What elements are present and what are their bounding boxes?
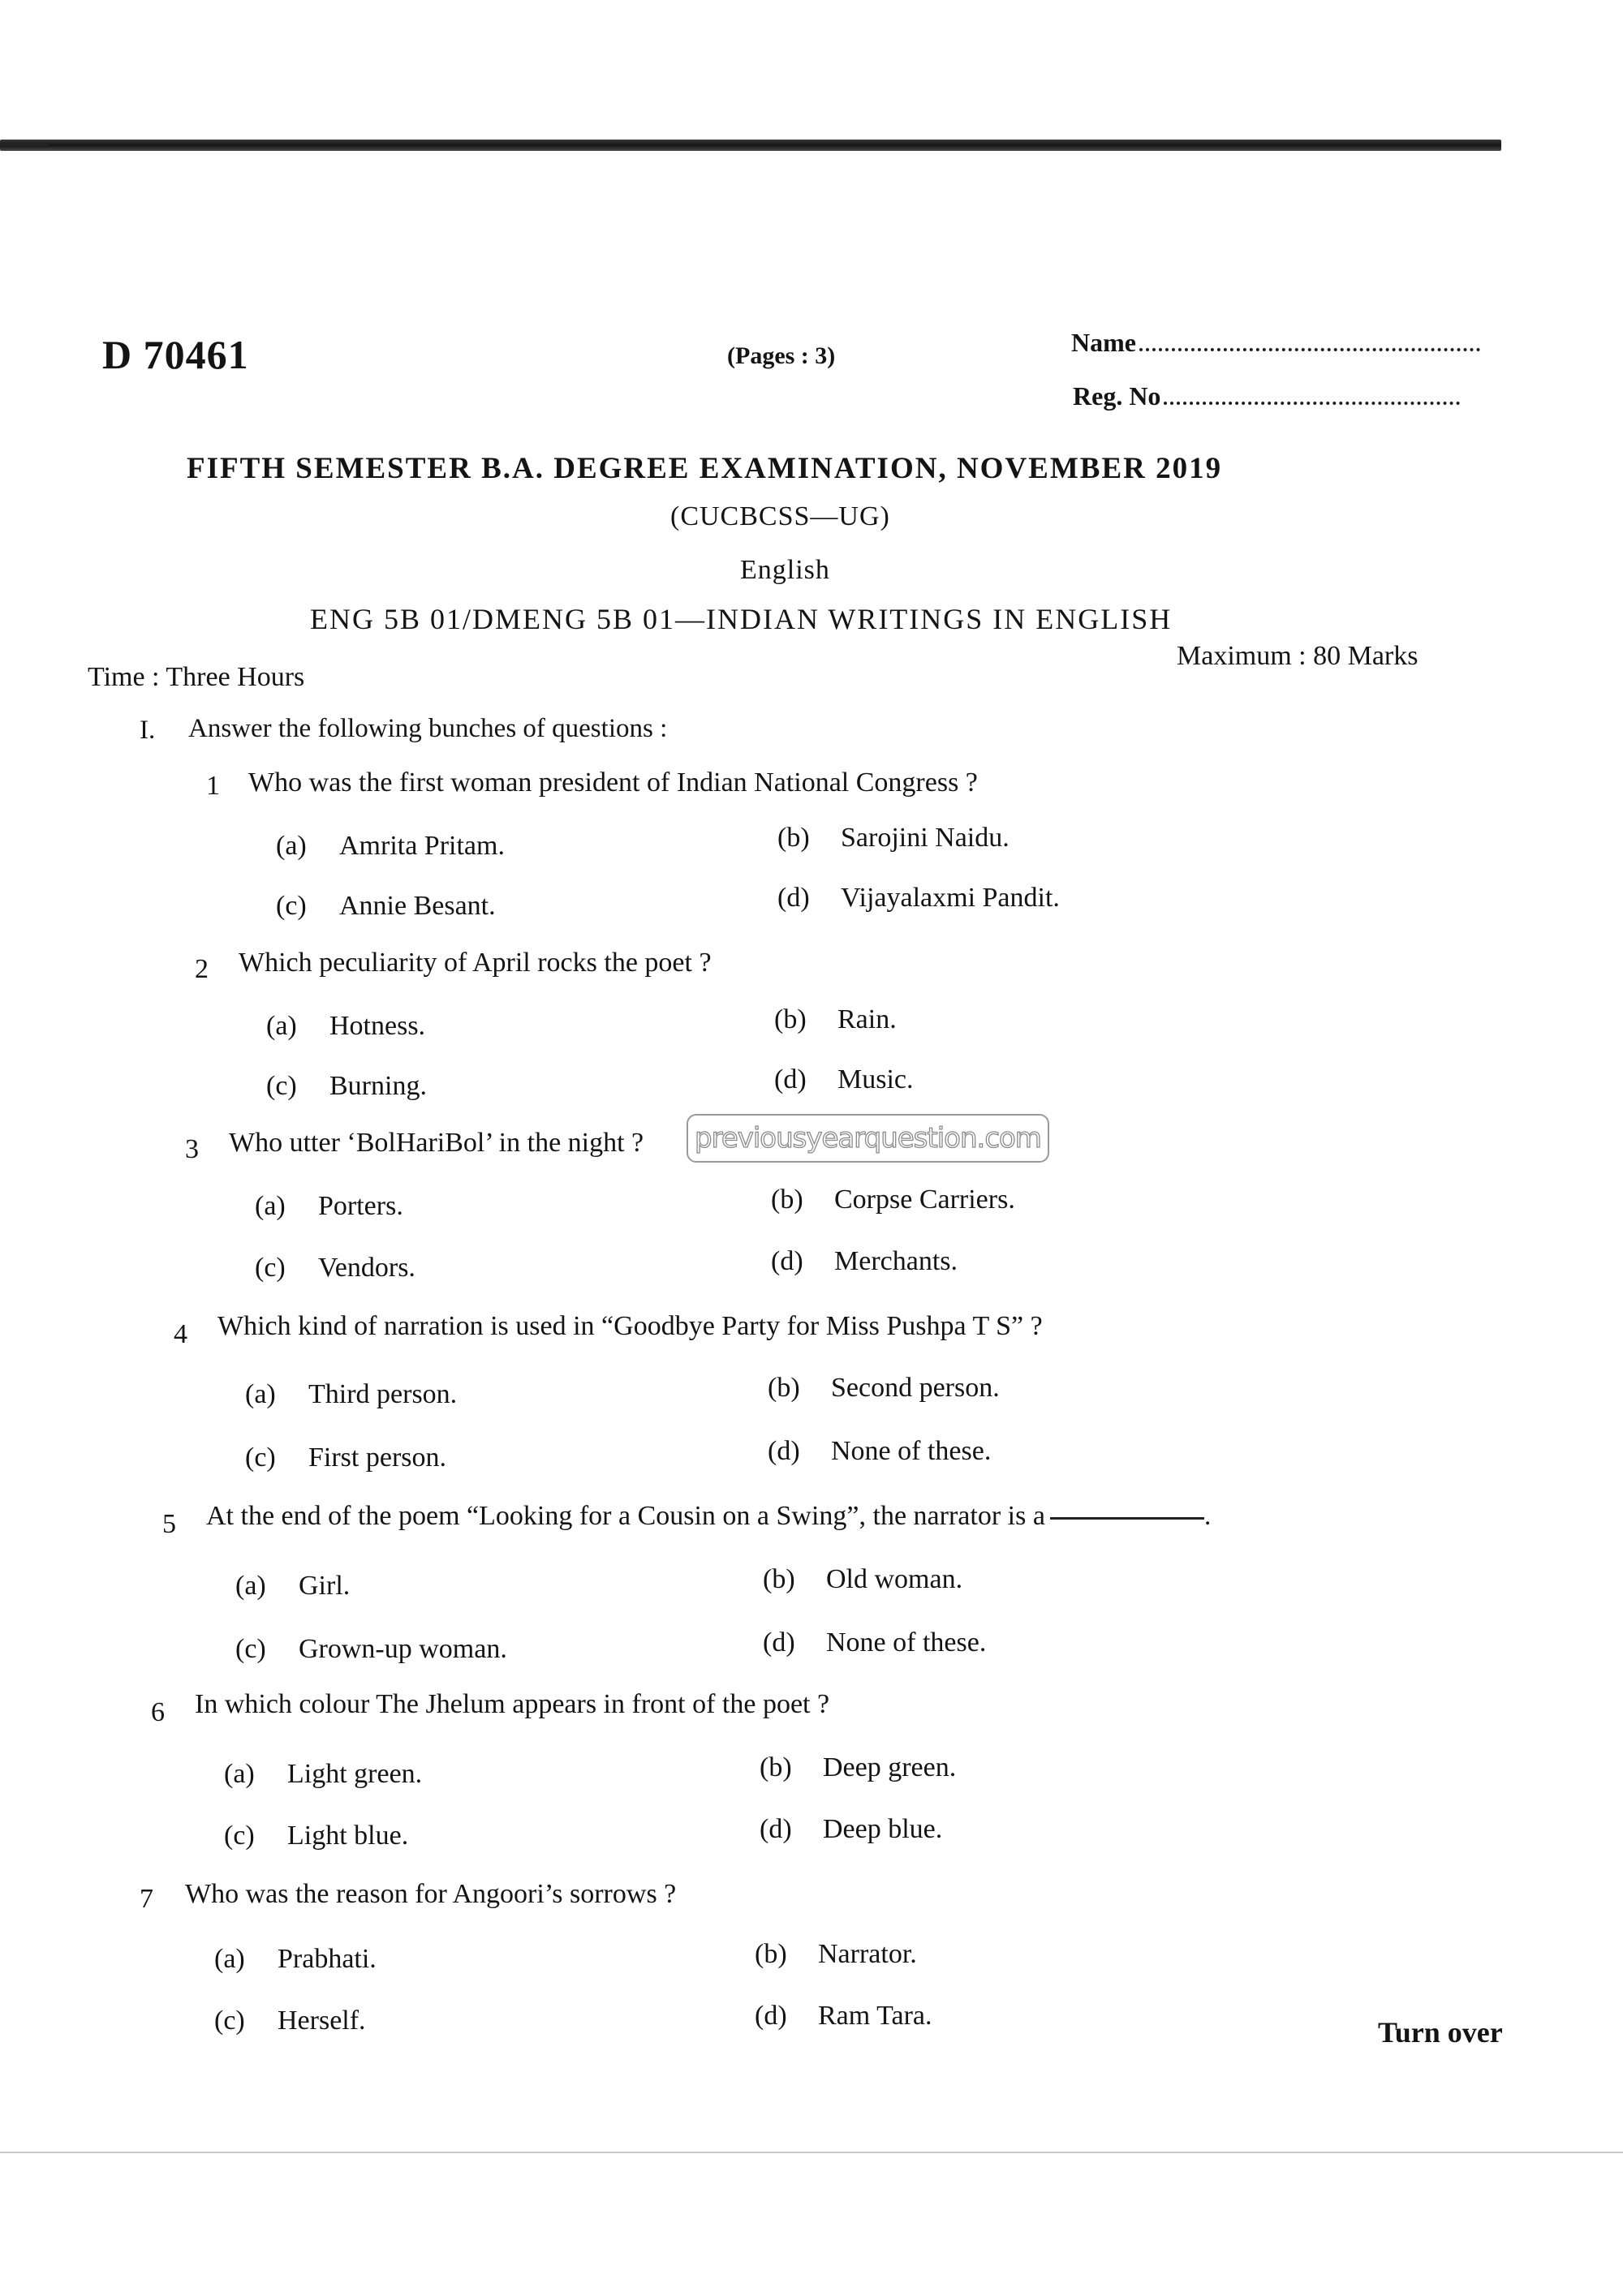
option-label: (a) <box>214 1944 245 1974</box>
question-number: 4 <box>174 1319 187 1349</box>
option-label: (b) <box>755 1939 787 1969</box>
option-a <box>224 1759 422 1790</box>
option-d <box>768 1436 991 1467</box>
option-text: Rain. <box>837 1004 897 1034</box>
option-text: Herself. <box>278 2006 366 2036</box>
option-label: (b) <box>777 823 810 853</box>
question-number: 7 <box>140 1884 153 1914</box>
option-c <box>266 1071 427 1102</box>
question-text: At the end of the poem “Looking for a Cousin on a Swing”, the narrator is a <box>206 1501 1045 1531</box>
option-text: Prabhati. <box>278 1944 377 1974</box>
option-d <box>760 1814 942 1845</box>
option-c <box>224 1821 408 1851</box>
option-text: Narrator. <box>818 1939 917 1969</box>
option-label: (d) <box>763 1627 795 1658</box>
max-marks: Maximum : 80 Marks <box>1177 641 1419 671</box>
question-period: . <box>1203 1501 1212 1531</box>
option-text: Merchants. <box>834 1246 958 1276</box>
option-d <box>755 2001 932 2032</box>
option-label: (c) <box>224 1821 255 1851</box>
option-b <box>755 1939 917 1970</box>
option-a <box>255 1191 403 1222</box>
option-d <box>777 883 1060 914</box>
option-label: (a) <box>255 1191 286 1221</box>
option-b <box>760 1752 956 1783</box>
option-text: Girl. <box>299 1571 351 1601</box>
option-label: (c) <box>266 1071 297 1101</box>
option-b <box>774 1004 897 1035</box>
exam-time: Time : Three Hours <box>88 662 305 692</box>
option-text: Ram Tara. <box>818 2001 932 2031</box>
option-a <box>245 1379 457 1410</box>
option-label: (a) <box>224 1759 255 1789</box>
option-text: Hotness. <box>329 1011 426 1041</box>
question-text: In which colour The Jhelum appears in front of the poet ? <box>195 1689 830 1719</box>
option-label: (b) <box>760 1752 792 1782</box>
option-label: (a) <box>245 1379 276 1409</box>
question-text: Which peculiarity of April rocks the poet ? <box>239 948 712 978</box>
option-text: Third person. <box>308 1379 458 1409</box>
option-text: Deep green. <box>823 1752 957 1782</box>
option-label: (b) <box>774 1004 807 1034</box>
question-number: 3 <box>185 1134 199 1164</box>
option-c <box>235 1634 507 1665</box>
scan-bottom-edge <box>0 2152 1623 2153</box>
question-number: 5 <box>162 1509 176 1539</box>
option-label: (b) <box>763 1564 795 1594</box>
option-text: None of these. <box>831 1436 992 1466</box>
section-number: I. <box>140 716 156 745</box>
option-label: (d) <box>777 883 810 913</box>
option-text: Light green. <box>287 1759 423 1789</box>
question-text-line <box>206 1501 1211 1532</box>
question-number: 6 <box>151 1697 165 1727</box>
name-label: Name <box>1071 328 1136 357</box>
option-label: (a) <box>276 831 307 861</box>
option-a <box>214 1944 377 1975</box>
option-label: (d) <box>760 1814 792 1844</box>
option-label: (c) <box>235 1634 266 1664</box>
option-text: Vijayalaxmi Pandit. <box>841 883 1060 913</box>
option-label: (a) <box>266 1011 297 1041</box>
reg-no-label: Reg. No <box>1073 381 1161 411</box>
option-a <box>235 1571 350 1602</box>
name-field <box>1071 328 1480 358</box>
exam-title: FIFTH SEMESTER B.A. DEGREE EXAMINATION, NOVEMBER 2019 <box>187 452 1223 485</box>
option-d <box>763 1627 986 1658</box>
option-d <box>774 1064 914 1095</box>
question-text: Who was the reason for Angoori’s sorrows ? <box>185 1879 677 1909</box>
option-text: Annie Besant. <box>339 891 496 921</box>
scan-edge-bar-tip <box>0 143 49 148</box>
paper-code: D 70461 <box>102 332 249 377</box>
reg-no-field <box>1073 381 1460 411</box>
option-label: (a) <box>235 1571 266 1601</box>
option-label: (b) <box>768 1373 800 1403</box>
question-text: Which kind of narration is used in “Goodbye Party for Miss Pushpa T S” ? <box>217 1311 1043 1341</box>
option-c <box>255 1253 415 1283</box>
section-instruction: Answer the following bunches of questions : <box>188 714 668 743</box>
reg-no-blank <box>1164 402 1460 405</box>
option-b <box>763 1564 962 1595</box>
question-number: 1 <box>206 771 220 801</box>
option-c <box>214 2006 366 2036</box>
option-d <box>771 1246 958 1277</box>
scan-edge-bar <box>0 140 1501 151</box>
question-number: 2 <box>195 954 209 984</box>
option-label: (c) <box>214 2006 245 2036</box>
question-text: Who utter ‘BolHariBol’ in the night ? <box>229 1128 644 1158</box>
exam-subject: English <box>740 555 830 585</box>
name-blank <box>1139 348 1480 351</box>
option-text: Porters. <box>318 1191 403 1221</box>
option-label: (c) <box>276 891 307 921</box>
option-text: Light blue. <box>287 1821 409 1851</box>
option-a <box>276 831 505 862</box>
option-label: (d) <box>774 1064 807 1094</box>
option-c <box>245 1443 446 1473</box>
option-text: Old woman. <box>826 1564 963 1594</box>
course-title: ENG 5B 01/DMENG 5B 01—INDIAN WRITINGS IN ENGLISH <box>310 603 1173 635</box>
option-label: (c) <box>245 1443 276 1473</box>
option-text: First person. <box>308 1443 446 1473</box>
option-label: (d) <box>768 1436 800 1466</box>
option-text: Vendors. <box>318 1253 415 1283</box>
page-count: (Pages : 3) <box>727 342 836 369</box>
option-text: Corpse Carriers. <box>834 1185 1015 1215</box>
option-text: Deep blue. <box>823 1814 943 1844</box>
option-text: Second person. <box>831 1373 1000 1403</box>
option-label: (b) <box>771 1185 803 1215</box>
option-c <box>276 891 496 922</box>
turn-over-note: Turn over <box>1378 2016 1503 2049</box>
option-text: Music. <box>837 1064 914 1094</box>
question-text: Who was the first woman president of Indian National Congress ? <box>248 767 978 798</box>
option-b <box>768 1373 1000 1404</box>
option-text: Amrita Pritam. <box>339 831 505 861</box>
answer-blank <box>1050 1517 1204 1520</box>
watermark-text: previousyearquestion.com <box>687 1114 1049 1163</box>
option-b <box>771 1185 1015 1215</box>
option-a <box>266 1011 425 1042</box>
option-label: (d) <box>771 1246 803 1276</box>
option-text: Burning. <box>329 1071 427 1101</box>
exam-scheme: (CUCBCSS—UG) <box>670 501 890 531</box>
option-label: (d) <box>755 2001 787 2031</box>
option-label: (c) <box>255 1253 286 1283</box>
option-text: None of these. <box>826 1627 987 1658</box>
option-b <box>777 823 1010 853</box>
option-text: Sarojini Naidu. <box>841 823 1010 853</box>
option-text: Grown-up woman. <box>299 1634 507 1664</box>
